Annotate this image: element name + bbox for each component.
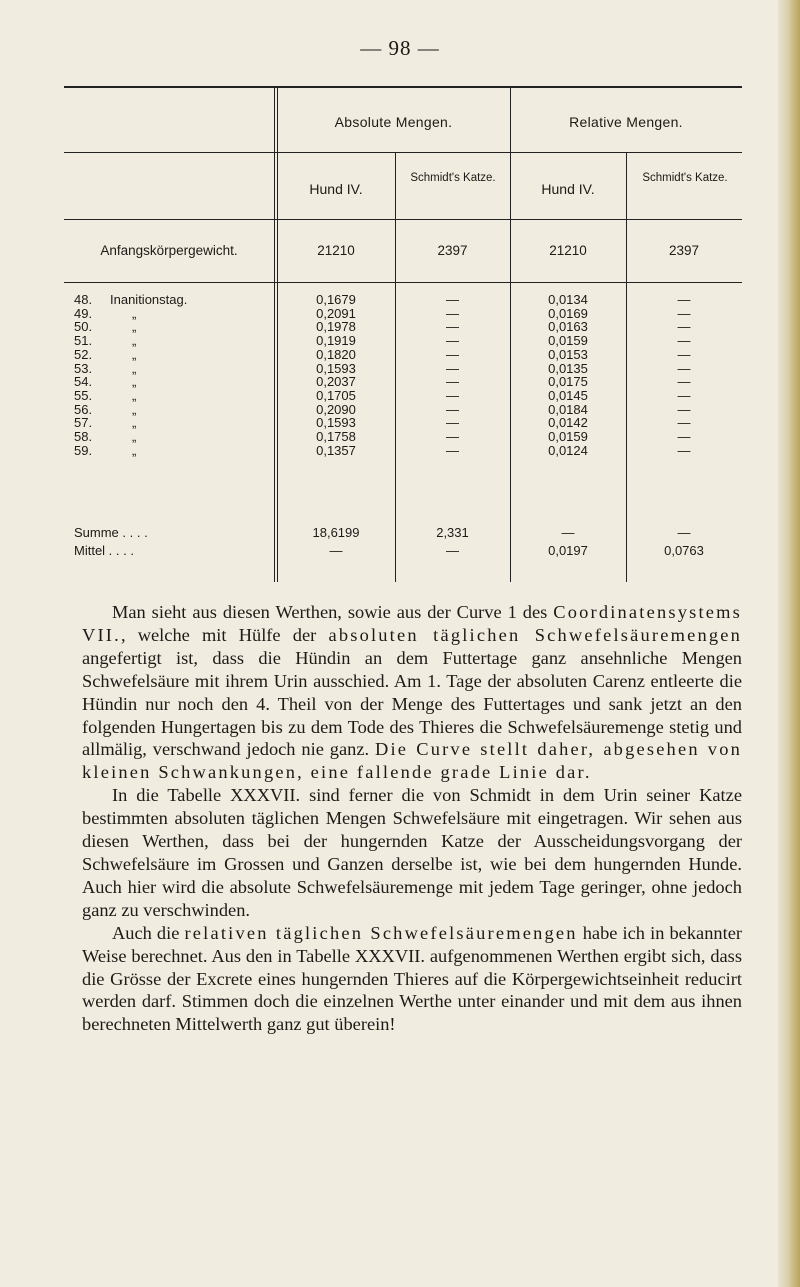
- row-abs-cat: —: [446, 292, 459, 307]
- row-rel-cat: —: [677, 415, 691, 431]
- row-day: 52.: [74, 346, 93, 362]
- spaced-emphasis: Coordinatensystems VII.: [82, 602, 742, 645]
- table-top-rule: [64, 86, 742, 88]
- row-day-mark: „: [132, 374, 137, 390]
- row-abs-cat: —: [446, 442, 459, 458]
- summe-abs-cat: 2,331: [436, 525, 469, 540]
- row-abs-cat: —: [446, 346, 459, 362]
- initial-weight-abs-dog: 21210: [317, 243, 355, 258]
- row-abs-dog: 0,1357: [316, 442, 356, 458]
- row-day: 57.: [74, 415, 93, 431]
- row-day: 50.: [74, 319, 93, 335]
- header-group-rule: [64, 152, 742, 153]
- row-rel-dog: 0,0159: [548, 429, 588, 444]
- row-abs-dog: 0,1919: [316, 333, 356, 349]
- spaced-emphasis: absoluten täglichen Schwefelsäuremengen: [328, 624, 742, 645]
- mittel-abs-cat: —: [446, 543, 459, 558]
- text-run: angefertigt ist, dass die Hündin an dem Futtertage ganz ansehnliche Mengen Schwefelsäure mit ihrem Urin ausschied. Am 1. Tage der absoluten Carenz entleerte die Hündin nur noch den 4. Theil von der Menge des Futtertages und sank jetzt an den folgenden Hungertagen bis zu dem Tode des Thieres die Schwefelsäuremenge stetig und allmälig, verschwand jedoch nie ganz.: [82, 647, 742, 760]
- initial-weight-rel-dog: 21210: [549, 243, 587, 258]
- row-day-mark: „: [132, 401, 137, 417]
- paragraph: [82, 784, 742, 921]
- row-rel-dog: 0,0135: [548, 360, 588, 376]
- row-day: 55.: [74, 387, 93, 403]
- row-day: 48.: [74, 292, 93, 307]
- header-relative: Relative Mengen.: [569, 114, 683, 130]
- text-run: habe ich in bekannter Weise berechnet. Aus den in Tabelle XXXVII. aufgenommenen Werthen ergibt sich, dass die Grösse der Excrete eines hungernden Thieres auf die Körpergewichtseinheit reducirt werden darf. Stimmen doch die einzelnen Werthe unter einander und mit dem aus ihnen berechneten Mittelwerth ganz gut überein!: [82, 922, 742, 1035]
- row-abs-dog: 0,1705: [316, 387, 356, 403]
- row-day-mark: „: [132, 415, 137, 431]
- row-abs-dog: 0,2037: [316, 374, 356, 390]
- row-day: 59.: [74, 442, 93, 458]
- header-rel-cat: Schmidt's Katze.: [642, 172, 728, 184]
- row-abs-dog: 0,1820: [316, 346, 356, 362]
- row-abs-dog: 0,1593: [316, 360, 356, 376]
- text-run: In die Tabelle XXXVII. sind ferner die von Schmidt in dem Urin seiner Katze bestimmten absoluten täglichen Mengen Schwefelsäure mit eingetragen. Wir sehen aus diesen Werthen, dass bei der hungernden Katze der Ausscheidungsvorgang der Schwefelsäure im Grossen und Ganzen derselbe ist, wie bei dem hungernden Hunde. Auch hier wird die absolute Schwefelsäuremenge mit jedem Tage geringer, ohne jedoch ganz zu verschwinden.: [82, 785, 742, 920]
- mittel-rel-cat: 0,0763: [664, 543, 704, 558]
- paragraph: [82, 922, 742, 1037]
- row-abs-cat: —: [446, 319, 459, 335]
- text-run: , welche mit Hülfe der: [120, 624, 329, 645]
- row-abs-cat: —: [446, 305, 459, 321]
- row-rel-dog: 0,0159: [548, 333, 588, 349]
- row-rel-dog: 0,0184: [548, 401, 588, 417]
- row-rel-dog: 0,0163: [548, 319, 588, 335]
- row-day: 53.: [74, 360, 93, 376]
- row-rel-dog: 0,0169: [548, 305, 588, 321]
- row-rel-cat: —: [677, 346, 691, 362]
- header-abs-dog: Hund IV.: [309, 181, 363, 197]
- row-rel-dog: 0,0134: [548, 292, 588, 307]
- row-rel-cat: —: [677, 333, 691, 349]
- row-abs-dog: 0,2090: [316, 401, 356, 417]
- row-abs-cat: —: [446, 333, 459, 349]
- row-abs-cat: —: [446, 387, 459, 403]
- initial-weight-rel-cat: 2397: [668, 243, 700, 258]
- summe-rel-cat: —: [677, 525, 691, 540]
- row-abs-cat: —: [446, 374, 459, 390]
- row-rel-cat: —: [677, 305, 691, 321]
- row-label: [74, 443, 136, 458]
- row-day: 49.: [74, 305, 93, 321]
- spaced-emphasis: Die Curve stellt daher, abgesehen von kleinen Schwankungen, eine fallende grade Linie dar.: [82, 739, 742, 783]
- initial-weight-rule: [64, 282, 742, 283]
- row-abs-cat: —: [446, 415, 459, 431]
- row-day-mark: „: [132, 387, 137, 403]
- row-abs-cat: —: [446, 360, 459, 376]
- page-number: — 98 —: [360, 36, 440, 60]
- paragraph: [82, 601, 742, 784]
- row-rel-cat: —: [677, 429, 691, 444]
- row-day-mark: Inanitionstag.: [110, 292, 188, 307]
- body-text: [82, 601, 742, 1036]
- mittel-abs-dog: —: [329, 543, 343, 558]
- data-table: [64, 86, 742, 582]
- row-abs-dog: 0,1758: [316, 429, 356, 444]
- row-rel-dog: 0,0175: [548, 374, 588, 390]
- col-rule-1: [274, 86, 275, 582]
- row-abs-dog: 0,1978: [316, 319, 356, 335]
- row-day: 51.: [74, 333, 93, 349]
- summe-label: Summe . . . .: [74, 525, 148, 540]
- row-abs-cat: —: [446, 429, 459, 444]
- row-rel-cat: —: [677, 401, 691, 417]
- row-abs-dog: 0,1679: [316, 292, 356, 307]
- page-edge-shadow: [778, 0, 800, 1287]
- row-day-mark: „: [132, 442, 137, 458]
- row-day-mark: „: [132, 333, 137, 349]
- row-day-mark: „: [132, 360, 137, 376]
- row-day: 54.: [74, 374, 93, 390]
- row-abs-dog: 0,2091: [316, 305, 356, 321]
- subject-header-rule: [64, 219, 742, 220]
- row-rel-cat: —: [677, 374, 691, 390]
- row-rel-cat: —: [677, 292, 691, 307]
- row-rel-dog: 0,0142: [548, 415, 588, 431]
- row-day-mark: „: [132, 319, 137, 335]
- row-rel-dog: 0,0124: [548, 442, 588, 458]
- spaced-emphasis: relativen täglichen Schwefelsäuremengen: [184, 922, 578, 943]
- summe-rel-dog: —: [561, 525, 575, 540]
- row-day-mark: „: [132, 305, 137, 321]
- mittel-label: Mittel . . . .: [74, 543, 134, 558]
- text-run: Man sieht aus diesen Werthen, sowie aus der Curve 1 des: [112, 602, 554, 622]
- header-absolute: Absolute Mengen.: [334, 114, 453, 130]
- row-day: 58.: [74, 429, 93, 444]
- row-rel-cat: —: [677, 360, 691, 376]
- row-abs-dog: 0,1593: [316, 415, 356, 431]
- text-run: Auch die: [112, 922, 185, 943]
- header-rel-dog: Hund IV.: [541, 181, 595, 197]
- row-rel-dog: 0,0153: [548, 346, 588, 362]
- row-day-mark: „: [132, 429, 137, 444]
- mittel-rel-dog: 0,0197: [548, 543, 588, 558]
- initial-weight-label: Anfangskörpergewicht.: [100, 243, 238, 258]
- header-abs-cat: Schmidt's Katze.: [410, 172, 496, 184]
- row-rel-dog: 0,0145: [548, 387, 588, 403]
- row-abs-cat: —: [446, 401, 459, 417]
- row-rel-cat: —: [677, 387, 691, 403]
- row-day-mark: „: [132, 346, 137, 362]
- initial-weight-abs-cat: 2397: [437, 243, 468, 258]
- row-rel-cat: —: [677, 319, 691, 335]
- row-rel-cat: —: [677, 442, 691, 458]
- summe-abs-dog: 18,6199: [312, 525, 360, 540]
- row-day: 56.: [74, 401, 93, 417]
